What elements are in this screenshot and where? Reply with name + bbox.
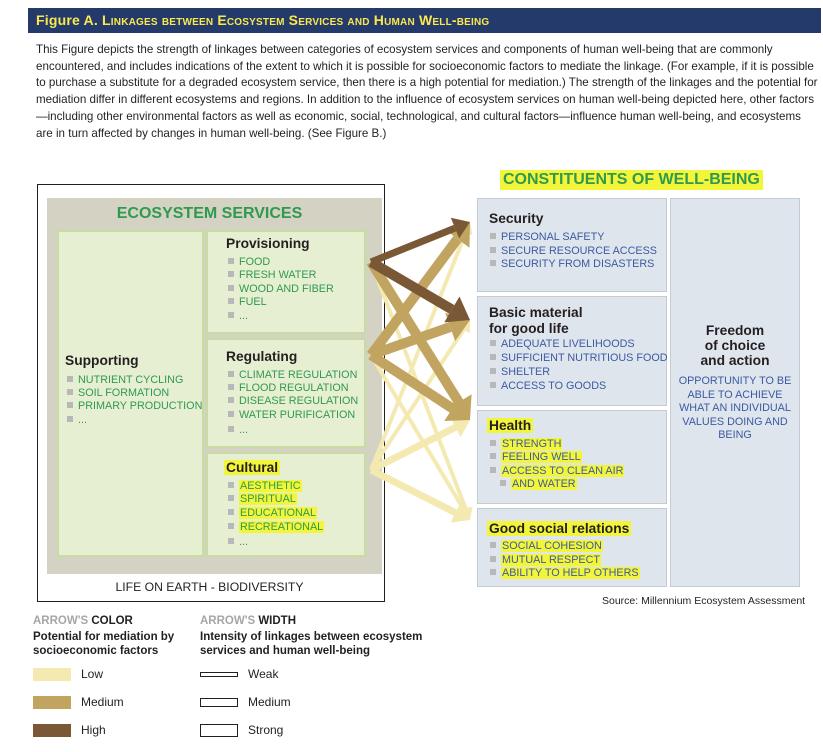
legend-width-sample-weak	[200, 672, 238, 677]
legend-label-low: Low	[81, 667, 104, 681]
social-relations-title: Good social relations	[489, 521, 630, 536]
legend-width-sample-medium	[200, 698, 238, 707]
legend-swatch-high	[33, 724, 71, 737]
security-title: Security	[489, 211, 544, 226]
supporting-title: Supporting	[65, 353, 139, 368]
cultural-item: SPIRITUAL	[228, 493, 297, 505]
social-relations-item: MUTUAL RESPECT	[490, 554, 601, 566]
regulating-item: DISEASE REGULATION	[228, 395, 358, 407]
biodiversity-footer: LIFE ON EARTH - BIODIVERSITY	[115, 580, 304, 594]
basic-material-title: Basic material for good life	[489, 305, 583, 336]
supporting-item: PRIMARY PRODUCTION	[67, 400, 202, 412]
legend-label-medium: Medium	[81, 695, 124, 709]
legend-label-high: High	[81, 723, 106, 737]
legend-width-sample-strong	[200, 724, 238, 737]
provisioning-item: FOOD	[228, 256, 270, 268]
freedom-title: Freedom of choice and action	[700, 323, 770, 368]
supporting-item: NUTRIENT CYCLING	[67, 374, 183, 386]
figure-title-text: Linkages between Ecosystem Services and Human Well-being	[102, 12, 490, 28]
cultural-item: AESTHETIC	[228, 480, 302, 492]
freedom-description: OPPORTUNITY TO BE ABLE TO ACHIEVE WHAT AN INDIVIDUAL VALUES DOING AND BEING	[678, 375, 792, 441]
source-note: Source: Millennium Ecosystem Assessment	[602, 595, 806, 607]
legend-color-heading: ARROW'S COLOR	[33, 615, 133, 627]
legend-swatch-medium	[33, 696, 71, 709]
health-item-continued: AND WATER	[500, 478, 577, 490]
provisioning-item: ...	[228, 310, 248, 322]
legend-width-subtitle: Intensity of linkages between ecosystem services and human well-being	[200, 631, 423, 657]
security-item: SECURE RESOURCE ACCESS	[490, 245, 657, 257]
wellbeing-title: CONSTITUENTS OF WELL-BEING	[500, 170, 763, 190]
ecosystem-services-title: ECOSYSTEM SERVICES	[116, 205, 303, 222]
legend-width-label-weak: Weak	[248, 667, 279, 681]
provisioning-item: FRESH WATER	[228, 269, 316, 281]
health-item: ACCESS TO CLEAN AIR	[490, 465, 624, 477]
basic-material-item: SUFFICIENT NUTRITIOUS FOOD	[490, 352, 668, 364]
security-item: PERSONAL SAFETY	[490, 231, 604, 243]
regulating-item: ...	[228, 424, 248, 436]
health-item: FEELING WELL	[490, 451, 582, 463]
health-item: STRENGTH	[490, 438, 562, 450]
supporting-item: SOIL FORMATION	[67, 387, 169, 399]
regulating-item: WATER PURIFICATION	[228, 409, 355, 421]
basic-material-item: ADEQUATE LIVELIHOODS	[490, 338, 635, 350]
linkage-arrow-cultural-health	[371, 417, 470, 470]
legend-width-label-strong: Strong	[248, 723, 284, 737]
cultural-item: RECREATIONAL	[228, 521, 324, 533]
legend-width-label-medium: Medium	[248, 695, 291, 709]
cultural-title: Cultural	[226, 460, 279, 475]
legend-color-subtitle: Potential for mediation by socioeconomic factors	[33, 631, 175, 657]
figure-label: Figure A.	[36, 12, 98, 28]
regulating-title: Regulating	[226, 349, 298, 364]
regulating-item: FLOOD REGULATION	[228, 382, 349, 394]
cultural-item: EDUCATIONAL	[228, 507, 317, 519]
provisioning-item: WOOD AND FIBER	[228, 283, 334, 295]
cultural-item: ...	[228, 536, 248, 548]
legend-swatch-low	[33, 668, 71, 681]
provisioning-title: Provisioning	[226, 236, 310, 251]
basic-material-item: SHELTER	[490, 366, 550, 378]
provisioning-item: FUEL	[228, 296, 267, 308]
social-relations-item: ABILITY TO HELP OTHERS	[490, 567, 640, 579]
supporting-item: ...	[67, 414, 87, 426]
social-relations-item: SOCIAL COHESION	[490, 540, 603, 552]
security-item: SECURITY FROM DISASTERS	[490, 258, 654, 270]
legend-width-heading: ARROW'S WIDTH	[200, 615, 297, 627]
regulating-item: CLIMATE REGULATION	[228, 369, 357, 381]
basic-material-item: ACCESS TO GOODS	[490, 380, 606, 392]
intro-paragraph: This Figure depicts the strength of linkages between categories of ecosystem services and components of human well-being that are commonly encountered, and includes indications of the extent to which it is possible for socioeconomic factors to mediate the linkage. (For example, if it is possible to purchase a substitute for a degraded ecosystem service, then there is a high potential for mediation.) The strength of the linkages and the potential for mediation differ in different ecosystems and regions. In addition to the influence of ecosystem services on human well-being depicted here, other factors—including other environmental factors as well as economic, social, technological, and cultural factors—influence human well-being, and ecosystems are in turn affected by changes in human well-being. (See Figure B.)	[36, 43, 818, 140]
health-title: Health	[489, 418, 532, 433]
